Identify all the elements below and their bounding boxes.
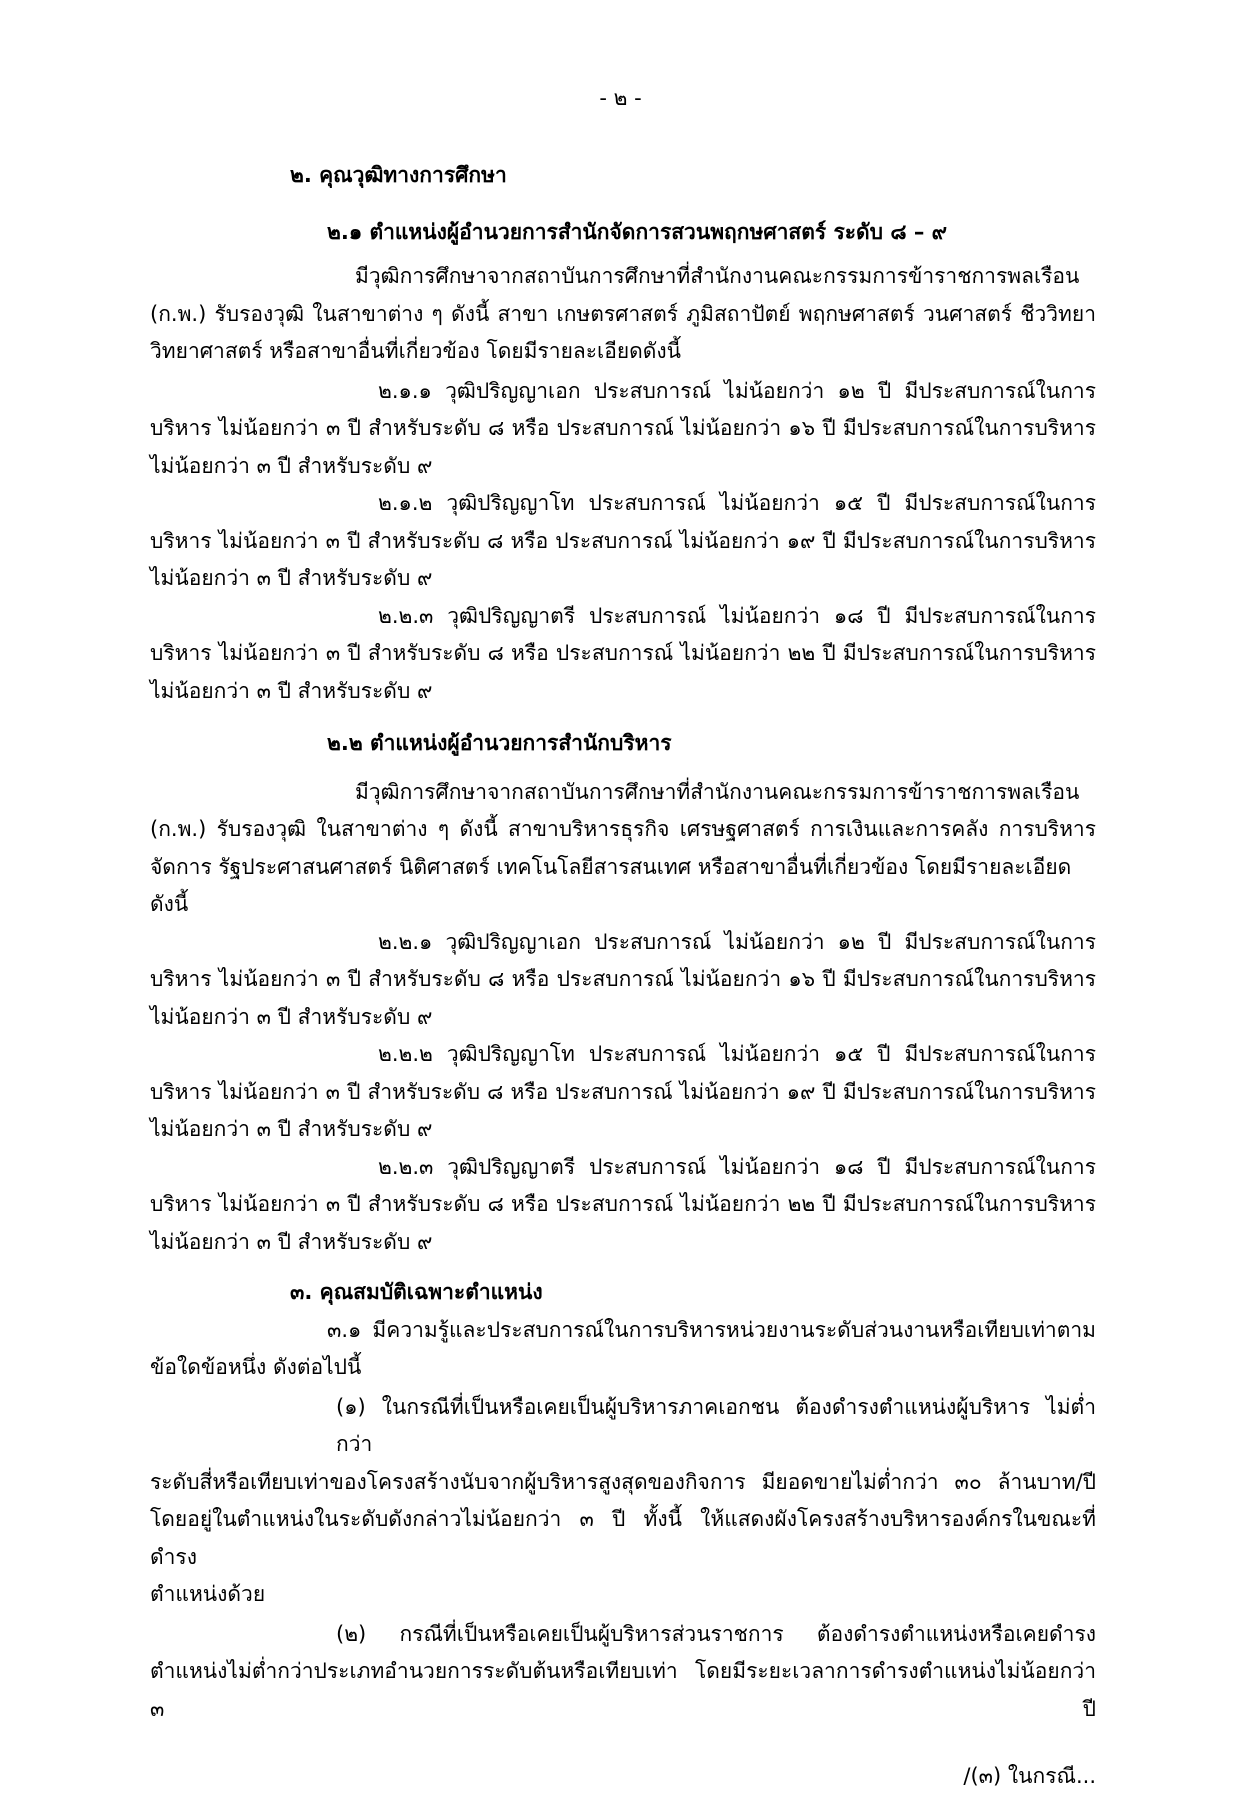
paragraph-line: ข้อใดข้อหนึ่ง ดังต่อไปนี้ xyxy=(150,1355,362,1379)
paragraph-line: ตำแหน่งไม่ต่ำกว่าประเภทอำนวยการระดับต้นหรือเทียบเท่า โดยมีระยะเวลาการดำรงตำแหน่งไม่น้อยกว่า ๓ ปี xyxy=(150,1659,1096,1721)
paragraph-line: มีวุฒิการศึกษาจากสถาบันการศึกษาที่สำนักงานคณะกรรมการข้าราชการพลเรือน xyxy=(355,264,1080,288)
paragraph-line: (๑) ในกรณีที่เป็นหรือเคยเป็นผู้บริหารภาคเอกชน ต้องดำรงตำแหน่งผู้บริหาร ไม่ต่ำกว่า xyxy=(336,1394,1096,1456)
item-2-1-1 xyxy=(150,373,1096,486)
paragraph-line: บริหาร ไม่น้อยกว่า ๓ ปี สำหรับระดับ ๘ หรือ ประสบการณ์ ไม่น้อยกว่า ๒๒ ปี มีประสบการณ์ในการบริหาร xyxy=(150,1192,1096,1216)
document-body xyxy=(150,157,1096,1796)
item-2-1-3 xyxy=(150,598,1096,711)
paragraph-line: วิทยาศาสตร์ หรือสาขาอื่นที่เกี่ยวข้อง โดยมีรายละเอียดดังนี้ xyxy=(150,339,682,363)
paragraph-line: ตำแหน่งด้วย xyxy=(150,1582,266,1606)
paragraph-line: ๒.๑.๑ วุฒิปริญญาเอก ประสบการณ์ ไม่น้อยกว่า ๑๒ ปี มีประสบการณ์ในการ xyxy=(378,378,1096,403)
subsection-2-1-heading: ๒.๑ ตำแหน่งผู้อำนวยการสำนักจัดการสวนพฤกษศาสตร์ ระดับ ๘ – ๙ xyxy=(327,219,948,244)
item-3-1 xyxy=(150,1312,1096,1387)
subsection-2-2-intro xyxy=(150,774,1096,924)
paragraph-line: โดยอยู่ในตำแหน่งในระดับดังกล่าวไม่น้อยกว่า ๓ ปี ทั้งนี้ ให้แสดงผังโครงสร้างบริหารองค์กรในขณะที่ดำรง xyxy=(150,1507,1096,1569)
paragraph-line: ไม่น้อยกว่า ๓ ปี สำหรับระดับ ๙ xyxy=(150,1004,433,1029)
paragraph-line: (ก.พ.) รับรองวุฒิ ในสาขาต่าง ๆ ดังนี้ สาขาบริหารธุรกิจ เศรษฐศาสตร์ การเงินและการคลัง การบริหาร xyxy=(150,817,1096,841)
paragraph-line: (๒) กรณีที่เป็นหรือเคยเป็นผู้บริหารส่วนราชการ ต้องดำรงตำแหน่งหรือเคยดำรง xyxy=(336,1621,1096,1646)
paragraph-line: ไม่น้อยกว่า ๓ ปี สำหรับระดับ ๙ xyxy=(150,566,433,590)
paragraph-line: ๒.๒.๒ วุฒิปริญญาโท ประสบการณ์ ไม่น้อยกว่า ๑๕ ปี มีประสบการณ์ในการ xyxy=(378,1042,1096,1066)
item-2-2-2 xyxy=(150,1036,1096,1149)
item-2-2-1 xyxy=(150,924,1096,1037)
paragraph-line: บริหาร ไม่น้อยกว่า ๓ ปี สำหรับระดับ ๘ หรือ ประสบการณ์ ไม่น้อยกว่า ๑๙ ปี มีประสบการณ์ในการบริหาร xyxy=(150,1079,1096,1104)
page-number: - ๒ - xyxy=(599,86,642,110)
paragraph-line: ๒.๒.๑ วุฒิปริญญาเอก ประสบการณ์ ไม่น้อยกว่า ๑๒ ปี มีประสบการณ์ในการ xyxy=(378,929,1096,954)
paragraph-line: บริหาร ไม่น้อยกว่า ๓ ปี สำหรับระดับ ๘ หรือ ประสบการณ์ ไม่น้อยกว่า ๑๖ ปี มีประสบการณ์ในการบริหาร xyxy=(150,967,1096,991)
paragraph-line: ๒.๑.๒ วุฒิปริญญาโท ประสบการณ์ ไม่น้อยกว่า ๑๕ ปี มีประสบการณ์ในการ xyxy=(378,491,1096,515)
paragraph-line: ไม่น้อยกว่า ๓ ปี สำหรับระดับ ๙ xyxy=(150,453,433,478)
subsection-2-1-intro xyxy=(150,258,1096,371)
case-2 xyxy=(150,1616,1096,1729)
subsection-2-2-heading: ๒.๒ ตำแหน่งผู้อำนวยการสำนักบริหาร xyxy=(327,731,672,755)
paragraph-line: ๒.๒.๓ วุฒิปริญญาตรี ประสบการณ์ ไม่น้อยกว่า ๑๘ ปี มีประสบการณ์ในการ xyxy=(378,603,1096,628)
paragraph-line: ระดับสี่หรือเทียบเท่าของโครงสร้างนับจากผู้บริหารสูงสุดของกิจการ มียอดขายไม่ต่ำกว่า ๓๐ ล้านบาท/ปี xyxy=(150,1469,1096,1494)
section-2-heading: ๒. คุณวุฒิทางการศึกษา xyxy=(290,163,507,187)
paragraph-line: มีวุฒิการศึกษาจากสถาบันการศึกษาที่สำนักงานคณะกรรมการข้าราชการพลเรือน xyxy=(355,779,1080,804)
paragraph-line: ๓.๑ มีความรู้และประสบการณ์ในการบริหารหน่วยงานระดับส่วนงานหรือเทียบเท่าตาม xyxy=(327,1317,1096,1342)
paragraph-line: จัดการ รัฐประศาสนศาสตร์ นิติศาสตร์ เทคโนโลยีสารสนเทศ หรือสาขาอื่นที่เกี่ยวข้อง โดยมีรายละเอียดดังนี้ xyxy=(150,854,1072,916)
item-2-2-3 xyxy=(150,1149,1096,1262)
paragraph-line: (ก.พ.) รับรองวุฒิ ในสาขาต่าง ๆ ดังนี้ สาขา เกษตรศาสตร์ ภูมิสถาปัตย์ พฤกษศาสตร์ วนศาสตร์ ชีววิทยา xyxy=(150,301,1096,326)
paragraph-line: ไม่น้อยกว่า ๓ ปี สำหรับระดับ ๙ xyxy=(150,1229,433,1254)
paragraph-line: บริหาร ไม่น้อยกว่า ๓ ปี สำหรับระดับ ๘ หรือ ประสบการณ์ ไม่น้อยกว่า ๒๒ ปี มีประสบการณ์ในการบริหาร xyxy=(150,641,1096,665)
paragraph-line: ไม่น้อยกว่า ๓ ปี สำหรับระดับ ๙ xyxy=(150,1117,433,1141)
paragraph-line: ๒.๒.๓ วุฒิปริญญาตรี ประสบการณ์ ไม่น้อยกว่า ๑๘ ปี มีประสบการณ์ในการ xyxy=(378,1154,1096,1179)
paragraph-line: บริหาร ไม่น้อยกว่า ๓ ปี สำหรับระดับ ๘ หรือ ประสบการณ์ ไม่น้อยกว่า ๑๖ ปี มีประสบการณ์ในการบริหาร xyxy=(150,416,1096,440)
item-2-1-2 xyxy=(150,485,1096,598)
section-3-heading: ๓. คุณสมบัติเฉพาะตำแหน่ง xyxy=(290,1280,543,1304)
continuation-note: /(๓) ในกรณี... xyxy=(963,1764,1096,1788)
case-1 xyxy=(150,1389,1096,1614)
paragraph-line: บริหาร ไม่น้อยกว่า ๓ ปี สำหรับระดับ ๘ หรือ ประสบการณ์ ไม่น้อยกว่า ๑๙ ปี มีประสบการณ์ในการบริหาร xyxy=(150,528,1096,553)
paragraph-line: ไม่น้อยกว่า ๓ ปี สำหรับระดับ ๙ xyxy=(150,678,433,703)
